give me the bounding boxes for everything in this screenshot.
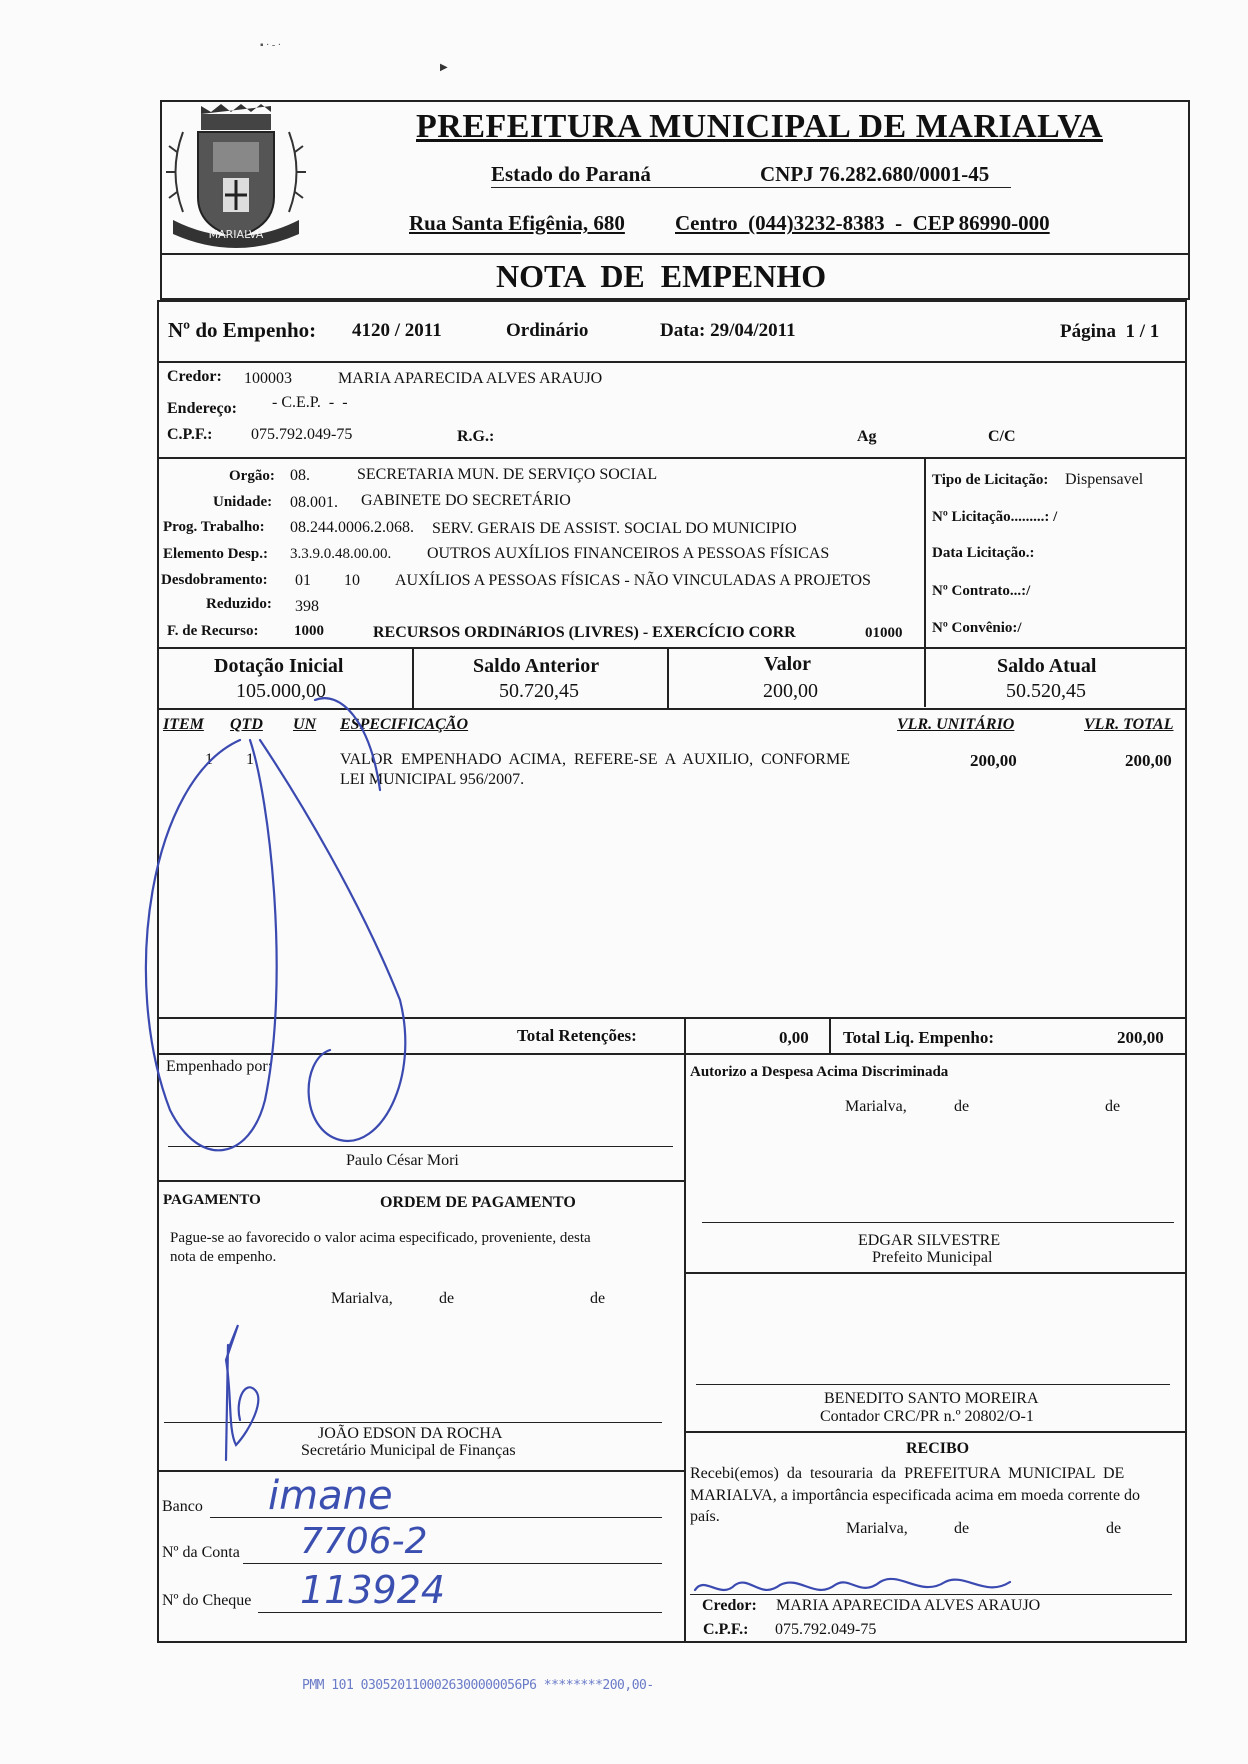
desdobramento-name: AUXÍLIOS A PESSOAS FÍSICAS - NÃO VINCULADAS A PROJETOS — [395, 572, 871, 589]
pagamento-text-1: Pague-se ao favorecido o valor acima especificado, proveniente, desta — [170, 1230, 591, 1246]
contrato-number: Nº Contrato...:/ — [932, 583, 1031, 599]
dotacao-inicial-label: Dotação Inicial — [214, 655, 344, 677]
saldo-atual-label: Saldo Atual — [997, 655, 1097, 677]
rg-label: R.G.: — [457, 428, 495, 445]
valor-label: Valor — [764, 653, 812, 675]
pagamento-signature — [226, 1325, 258, 1445]
autorizo-de-2: de — [1105, 1098, 1121, 1115]
empenhado-signer: Paulo César Mori — [346, 1152, 459, 1169]
municipality-title: PREFEITURA MUNICIPAL DE MARIALVA — [416, 108, 1103, 145]
page-number: Página 1 / 1 — [1060, 321, 1160, 342]
unidade-name: GABINETE DO SECRETÁRIO — [361, 492, 571, 509]
autorizo-signer: EDGAR SILVESTRE — [858, 1232, 1001, 1249]
pagamento-de-1: de — [439, 1290, 455, 1307]
ag-label: Ag — [857, 428, 877, 445]
footer-stamp: PMM 101 0305201100026300000056P6 ********200,00- — [302, 1678, 654, 1693]
items-col-unit-value: VLR. UNITÁRIO — [897, 716, 1015, 733]
pagamento-de-2: de — [590, 1290, 606, 1307]
empenhado-label: Empenhado por: — [166, 1058, 273, 1075]
tipo-licitacao-value: Dispensavel — [1065, 471, 1144, 488]
tipo-licitacao-label: Tipo de Licitação: — [932, 472, 1049, 488]
recurso-code: 1000 — [294, 623, 324, 639]
prog-code: 08.244.0006.2.068. — [290, 519, 414, 536]
saldo-atual-value: 50.520,45 — [1006, 680, 1086, 702]
recibo-title: RECIBO — [906, 1440, 970, 1457]
document-title: NOTA DE EMPENHO — [496, 258, 827, 294]
pagamento-role: Secretário Municipal de Finanças — [301, 1442, 516, 1459]
items-col-spec: ESPECIFICAÇÃO — [340, 716, 469, 733]
empenho-number: 4120 / 2011 — [352, 320, 442, 341]
autorizo-city: Marialva, — [845, 1098, 907, 1115]
cheque-value: 113924 — [300, 1568, 446, 1612]
conta-label: Nº da Conta — [162, 1544, 240, 1561]
contador-signer: BENEDITO SANTO MOREIRA — [824, 1390, 1039, 1407]
items-col-total-value: VLR. TOTAL — [1084, 716, 1174, 733]
prog-name: SERV. GERAIS DE ASSIST. SOCIAL DO MUNICIPIO — [432, 520, 797, 537]
orgao-name: SECRETARIA MUN. DE SERVIÇO SOCIAL — [357, 466, 658, 483]
cheque-label: Nº do Cheque — [162, 1592, 252, 1609]
unidade-code: 08.001. — [290, 494, 338, 511]
recibo-city: Marialva, — [846, 1520, 908, 1537]
desdobramento-code1: 01 — [295, 572, 311, 589]
coat-of-arms-text: MARIALVA — [208, 228, 264, 241]
unidade-label: Unidade: — [213, 494, 273, 510]
retencoes-value: 0,00 — [779, 1028, 809, 1047]
recibo-signature — [695, 1579, 1010, 1590]
recibo-line-1: Recebi(emos) da tesouraria da PREFEITURA MUNICIPAL DE — [690, 1465, 1125, 1482]
cnpj-label: CNPJ 76.282.680/0001-45 — [760, 162, 990, 186]
empenho-date: Data: 29/04/2011 — [660, 320, 796, 341]
autorizo-role: Prefeito Municipal — [872, 1249, 993, 1266]
orgao-label: Orgão: — [229, 468, 275, 484]
item-total-value: 200,00 — [1125, 751, 1172, 770]
elemento-label: Elemento Desp.: — [163, 546, 268, 562]
licitacao-number: Nº Licitação.........: / — [932, 509, 1058, 525]
cpf-value: 075.792.049-75 — [251, 426, 353, 443]
item-qty: 1 — [246, 751, 254, 768]
recibo-line-2: MARIALVA, a importância especificada acima em moeda corrente do — [690, 1487, 1141, 1504]
empenho-type: Ordinário — [506, 320, 589, 341]
reduzido-label: Reduzido: — [206, 596, 272, 612]
empenhado-signature-loop — [146, 740, 277, 1150]
recibo-cpf-value: 075.792.049-75 — [775, 1621, 877, 1638]
empenhado-signature-stroke — [315, 698, 380, 790]
banco-label: Banco — [162, 1498, 203, 1515]
credor-code: 100003 — [244, 370, 292, 387]
reduzido-value: 398 — [295, 598, 319, 615]
recurso-label: F. de Recurso: — [167, 623, 259, 639]
contador-role: Contador CRC/PR n.º 20802/O-1 — [820, 1408, 1034, 1425]
address-label: Endereço: — [167, 400, 237, 417]
item-spec-line1: VALOR EMPENHADO ACIMA, REFERE-SE A AUXILIO, CONFORME — [340, 751, 850, 768]
items-col-item: ITEM — [163, 716, 204, 733]
pagamento-signer: JOÃO EDSON DA ROCHA — [318, 1425, 503, 1442]
street-address: Rua Santa Efigênia, 680 — [409, 211, 625, 235]
item-number: 1 — [205, 751, 213, 768]
items-col-un: UN — [293, 716, 317, 733]
conta-value: 7706-2 — [300, 1521, 428, 1562]
district-phone-cep: Centro (044)3232-8383 - CEP 86990-000 — [675, 211, 1050, 235]
credor-name: MARIA APARECIDA ALVES ARAUJO — [338, 370, 603, 387]
autorizo-label: Autorizo a Despesa Acima Discriminada — [690, 1064, 949, 1080]
ordem-pagamento-label: ORDEM DE PAGAMENTO — [380, 1194, 576, 1211]
empenho-number-label: Nº do Empenho: — [168, 318, 317, 342]
address-value: - C.E.P. - - — [272, 394, 348, 411]
items-col-qtd: QTD — [230, 716, 263, 733]
scan-mark: ▪ · - · — [260, 40, 282, 51]
pagamento-city: Marialva, — [331, 1290, 393, 1307]
elemento-code: 3.3.9.0.48.00.00. — [290, 546, 392, 562]
scan-mark-2: ▶ — [440, 62, 448, 73]
empenhado-signature-flourish — [260, 740, 405, 1141]
orgao-code: 08. — [290, 467, 310, 484]
recibo-de-2: de — [1106, 1520, 1122, 1537]
saldo-anterior-label: Saldo Anterior — [473, 655, 600, 677]
valor-value: 200,00 — [763, 680, 818, 702]
item-spec-line2: LEI MUNICIPAL 956/2007. — [340, 771, 525, 788]
saldo-anterior-value: 50.720,45 — [499, 680, 579, 702]
desdobramento-code2: 10 — [344, 572, 360, 589]
recibo-line-3: país. — [690, 1508, 720, 1525]
recibo-credor-value: MARIA APARECIDA ALVES ARAUJO — [776, 1597, 1041, 1614]
credor-label: Credor: — [167, 368, 222, 385]
desdobramento-label: Desdobramento: — [161, 572, 268, 588]
recurso-code2: 01000 — [865, 625, 903, 641]
recurso-name: RECURSOS ORDINáRIOS (LIVRES) - EXERCÍCIO CORR — [373, 624, 796, 641]
liq-empenho-value: 200,00 — [1117, 1028, 1164, 1047]
banco-value: imane — [268, 1473, 393, 1519]
pagamento-text-2: nota de empenho. — [170, 1249, 277, 1265]
cc-label: C/C — [988, 428, 1016, 445]
pagamento-label: PAGAMENTO — [163, 1192, 261, 1208]
dotacao-inicial-value: 105.000,00 — [236, 680, 326, 702]
convenio-number: Nº Convênio:/ — [932, 620, 1022, 636]
elemento-name: OUTROS AUXÍLIOS FINANCEIROS A PESSOAS FÍSICAS — [427, 545, 830, 562]
retencoes-label: Total Retenções: — [517, 1026, 637, 1045]
recibo-de-1: de — [954, 1520, 970, 1537]
recibo-cpf-label: C.P.F.: — [703, 1621, 749, 1638]
autorizo-de-1: de — [954, 1098, 970, 1115]
prog-label: Prog. Trabalho: — [163, 519, 265, 535]
item-unit-value: 200,00 — [970, 751, 1017, 770]
cpf-label: C.P.F.: — [167, 426, 213, 443]
recibo-credor-label: Credor: — [702, 1597, 757, 1614]
liq-empenho-label: Total Liq. Empenho: — [843, 1028, 994, 1047]
state-label: Estado do Paraná — [491, 162, 651, 186]
licitacao-date: Data Licitação.: — [932, 545, 1035, 561]
